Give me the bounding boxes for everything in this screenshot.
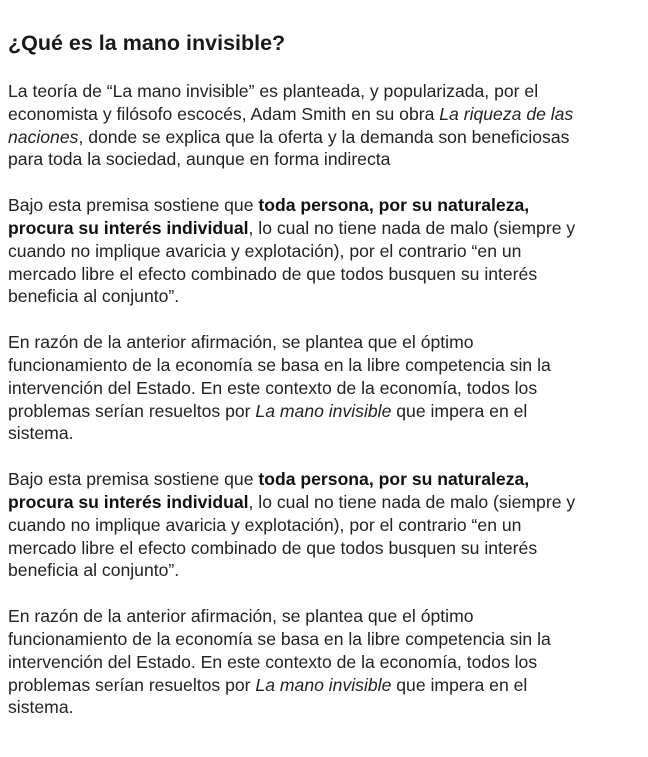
text-line [8,377,648,400]
text-run: intervención del Estado. En este contexto de la economía, todos los [8,377,538,398]
text-run: Bajo esta premisa sostiene que [8,469,259,490]
text-line [8,491,648,514]
paragraph-premise-repeat [8,468,648,582]
text-line [8,240,648,263]
paragraph-conclusion-repeat [8,605,648,719]
text-line [8,400,648,423]
text-run: En razón de la anterior afirmación, se plantea que el óptimo [8,606,474,627]
text-line [8,559,648,582]
text-line [8,148,648,171]
text-line [8,605,648,628]
paragraph-origin [8,80,648,171]
bold-emphasis: toda persona, por su naturaleza, [258,469,530,490]
text-line [8,331,648,354]
text-line [8,103,648,126]
text-run: cuando no implique avaricia y explotación), por el contrario “en un [8,514,522,535]
italic-phrase: La mano invisible [255,674,392,695]
text-run: que impera en el [391,674,528,695]
text-run: , donde se explica que la oferta y la demanda son beneficiosas [78,126,570,147]
text-line [8,468,648,491]
text-line [8,194,648,217]
text-run: beneficia al conjunto”. [8,286,180,307]
text-run: sistema. [8,423,74,444]
text-run: mercado libre el efecto combinado de que todos busquen su interés [8,537,538,558]
text-run: En razón de la anterior afirmación, se plantea que el óptimo [8,332,474,353]
italic-phrase: La mano invisible [255,400,392,421]
text-line [8,422,648,445]
text-run: problemas serían resueltos por [8,674,256,695]
text-run: intervención del Estado. En este contexto de la economía, todos los [8,651,538,672]
text-run: beneficia al conjunto”. [8,560,180,581]
article-title: ¿Qué es la mano invisible? [8,31,286,55]
text-run: mercado libre el efecto combinado de que todos busquen su interés [8,263,538,284]
text-line [8,514,648,537]
text-line [8,263,648,286]
text-line [8,651,648,674]
text-run: que impera en el [391,400,528,421]
bold-emphasis: procura su interés individual [8,217,249,238]
text-run: economista y filósofo escocés, Adam Smith en su obra [8,103,440,124]
text-line [8,126,648,149]
paragraph-conclusion [8,331,648,445]
text-line [8,537,648,560]
paragraph-premise [8,194,648,308]
text-run: La teoría de “La mano invisible” es planteada, y popularizada, por el [8,81,539,101]
text-run: funcionamiento de la economía se basa en la libre competencia sin la [8,354,551,375]
text-run: cuando no implique avaricia y explotación), por el contrario “en un [8,240,522,261]
book-title-italic: La riqueza de las [439,103,574,124]
text-run: , lo cual no tiene nada de malo (siempre y [248,491,576,512]
text-line [8,285,648,308]
text-run: , lo cual no tiene nada de malo (siempre y [248,217,576,238]
text-run: problemas serían resueltos por [8,400,256,421]
text-line [8,80,648,103]
text-line [8,696,648,719]
bold-emphasis: procura su interés individual [8,491,249,512]
bold-emphasis: toda persona, por su naturaleza, [258,195,530,216]
text-run: sistema. [8,697,74,718]
text-line [8,628,648,651]
book-title-italic: naciones [8,126,79,147]
text-line [8,674,648,697]
text-run: Bajo esta premisa sostiene que [8,195,259,216]
article [8,0,648,719]
text-line [8,217,648,240]
text-run: para toda la sociedad, aunque en forma indirecta [8,149,391,170]
text-line [8,354,648,377]
text-run: funcionamiento de la economía se basa en la libre competencia sin la [8,628,551,649]
